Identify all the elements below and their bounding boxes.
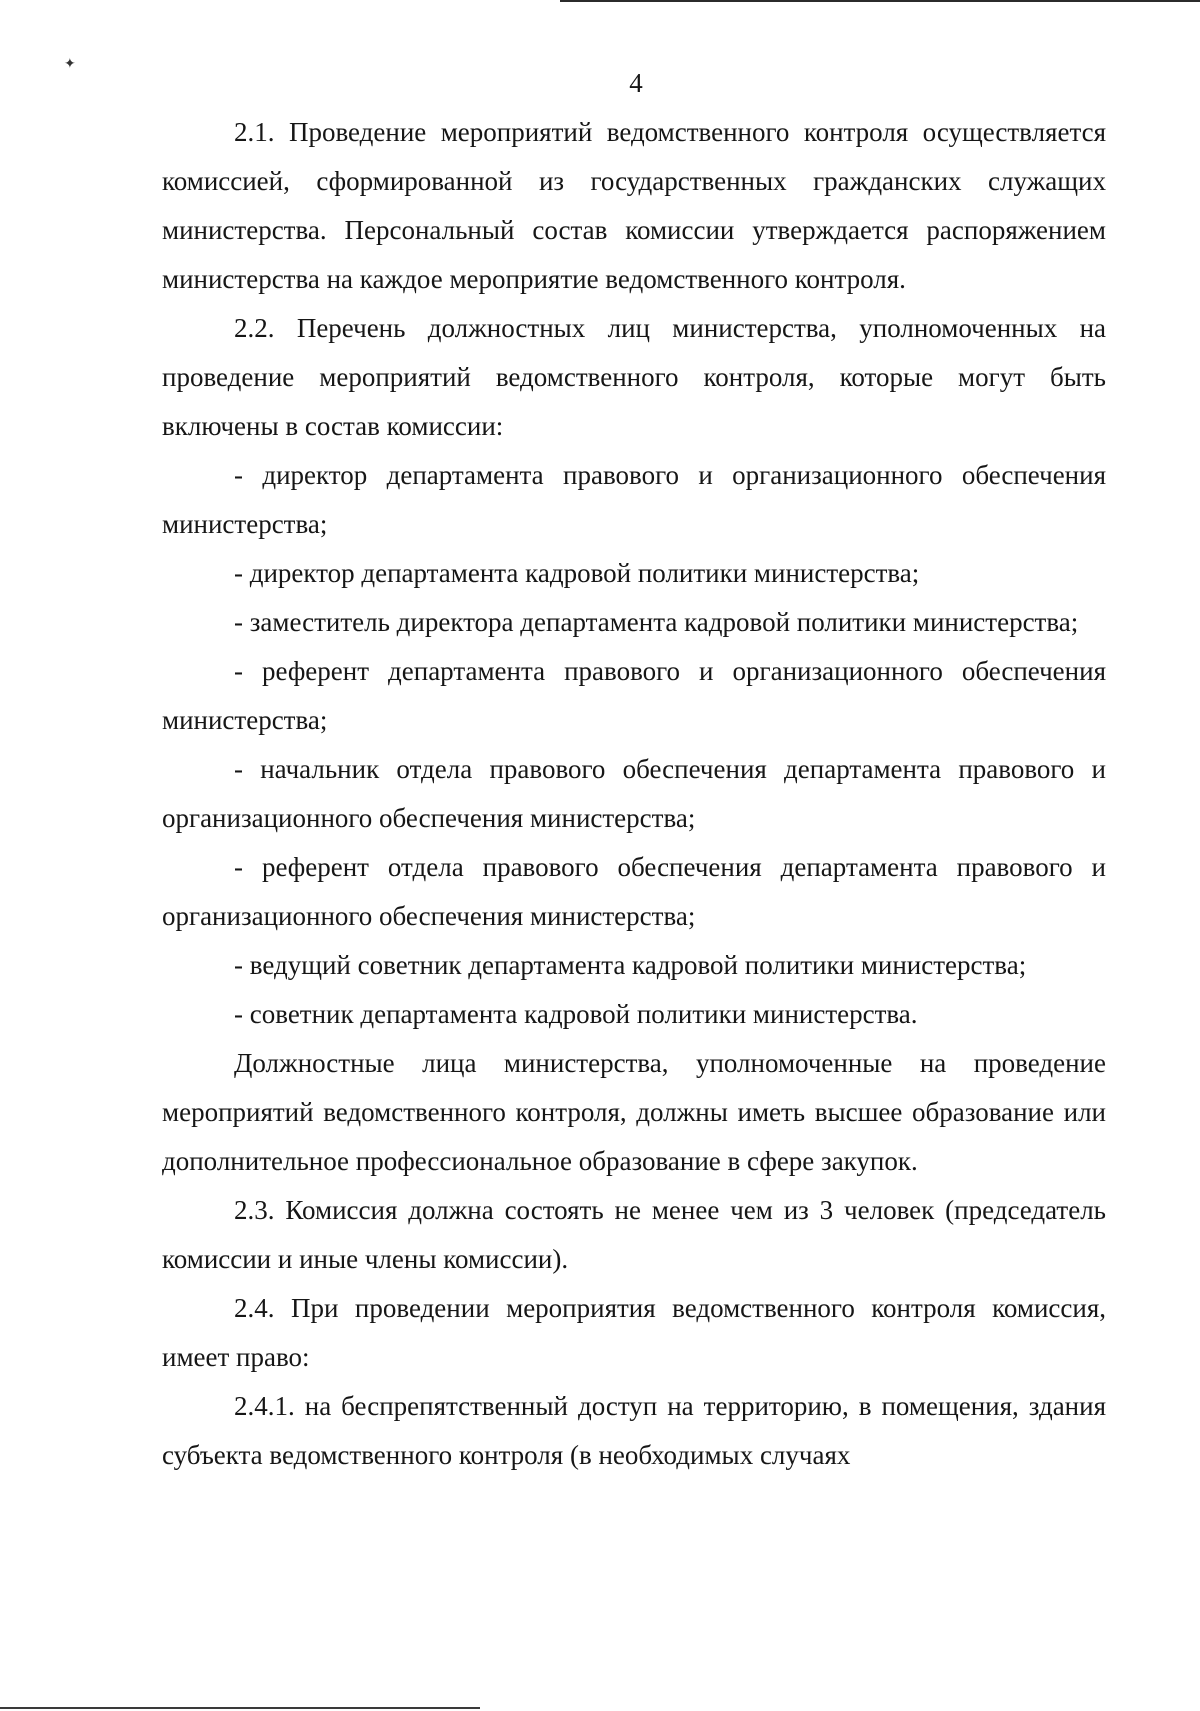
paragraph-2-3: 2.3. Комиссия должна состоять не менее чем из 3 человек (председатель комиссии и иные члены комиссии).	[162, 1195, 1106, 1274]
paragraph-qualifications: Должностные лица министерства, уполномоченные на проведение мероприятий ведомственного контроля, должны иметь высшее образование или дополнительное профессиональное образование в сфере закупок.	[162, 1048, 1106, 1176]
list-item: - директор департамента правового и организационного обеспечения министерства;	[162, 460, 1106, 539]
list-item: - советник департамента кадровой политики министерства.	[234, 999, 918, 1029]
list-item: - референт отдела правового обеспечения департамента правового и организационного обеспечения министерства;	[162, 852, 1106, 931]
paragraph-2-4: 2.4. При проведении мероприятия ведомственного контроля комиссия, имеет право:	[162, 1293, 1106, 1372]
paragraph-2-1: 2.1. Проведение мероприятий ведомственного контроля осуществляется комиссией, сформированной из государственных гражданских служащих министерства. Персональный состав комиссии утверждается распоряжением министерства на каждое мероприятие ведомственного контроля.	[162, 117, 1106, 294]
page-number: 4	[629, 68, 643, 98]
scan-speck-mark: ✦	[64, 57, 76, 72]
scan-edge-line-bottom	[0, 1707, 480, 1709]
paragraph-2-4-1: 2.4.1. на беспрепятственный доступ на территорию, в помещения, здания субъекта ведомственного контроля (в необходимых случаях	[162, 1391, 1106, 1470]
list-item: - директор департамента кадровой политики министерства;	[234, 558, 920, 588]
document-body	[162, 108, 1106, 1480]
scan-edge-line-top	[560, 0, 1200, 2]
list-item: - заместитель директора департамента кадровой политики министерства;	[234, 607, 1079, 637]
list-item: - ведущий советник департамента кадровой политики министерства;	[234, 950, 1027, 980]
list-item: - начальник отдела правового обеспечения департамента правового и организационного обеспечения министерства;	[162, 754, 1106, 833]
paragraph-2-2: 2.2. Перечень должностных лиц министерства, уполномоченных на проведение мероприятий ведомственного контроля, которые могут быть включены в состав комиссии:	[162, 313, 1106, 441]
list-item: - референт департамента правового и организационного обеспечения министерства;	[162, 656, 1106, 735]
